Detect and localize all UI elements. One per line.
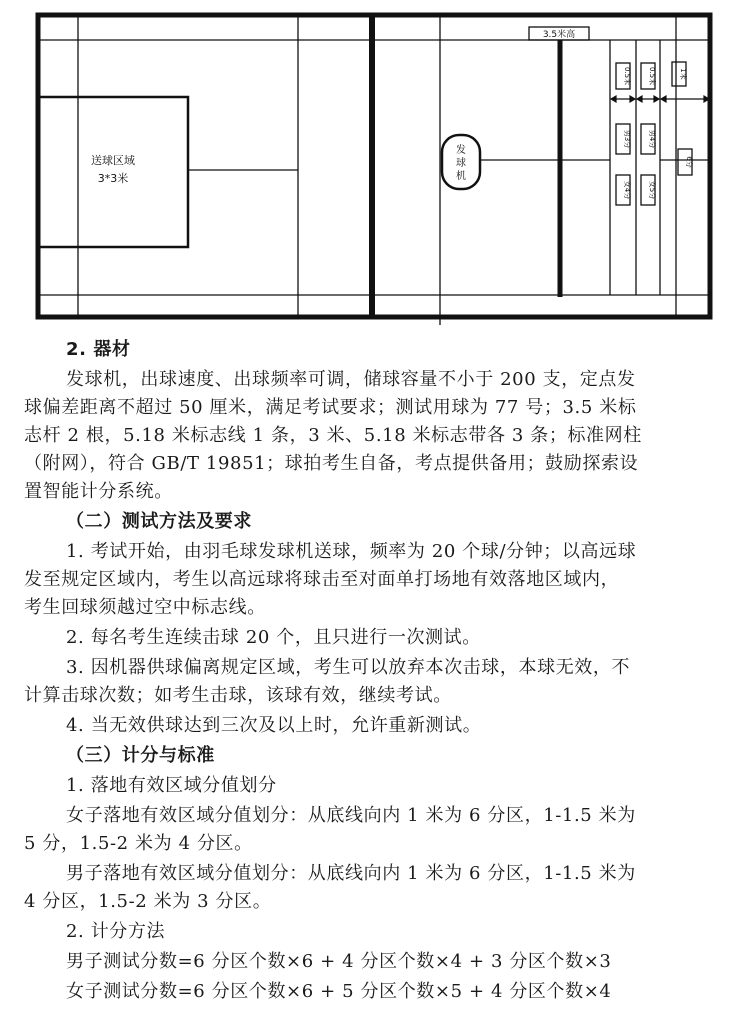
scoring-line-6: 2. 计分方法 — [66, 921, 166, 942]
pole-height-label: 3.5米高 — [542, 30, 576, 40]
equipment-line-4: （附网），符合 GB/T 19851；球拍考生自备，考点提供备用；鼓励探索设 — [24, 453, 639, 474]
equipment-line-3: 志杆 2 根，5.18 米标志线 1 条，3 米、5.18 米标志带各 3 条；标准网柱 — [24, 425, 642, 446]
svg-text:女5分: 女5分 — [648, 180, 656, 200]
method-line-2: 发至规定区域内，考生以高远球将球击至对面单打场地有效落地区域内， — [24, 569, 620, 590]
machine-label-3: 机 — [456, 171, 466, 182]
method-line-7: 4. 当无效供球达到三次及以上时，允许重新测试。 — [66, 715, 482, 736]
score-label-female-4 — [616, 175, 632, 205]
svg-text:1米: 1米 — [679, 68, 687, 80]
method-line-5: 3. 因机器供球偏离规定区域，考生可以放弃本次击球，本球无效，不 — [66, 657, 631, 678]
service-zone-size: 3*3米 — [97, 172, 129, 185]
method-line-6: 计算击球次数；如考生击球，该球有效，继续考试。 — [24, 685, 452, 706]
badminton-court-diagram — [0, 0, 750, 330]
distance-label-05-b — [641, 63, 657, 89]
svg-text:6分: 6分 — [685, 156, 693, 168]
machine-label-1: 发 — [456, 145, 466, 156]
svg-text:0.5米: 0.5米 — [623, 66, 631, 86]
section-equipment-title: 2. 器材 — [66, 339, 131, 360]
score-label-6 — [678, 149, 694, 175]
svg-text:女4分: 女4分 — [623, 180, 631, 200]
scoring-line-3: 5 分，1.5-2 米为 4 分区。 — [24, 833, 253, 854]
distance-label-1m — [672, 62, 688, 86]
score-label-male-4 — [641, 124, 657, 154]
svg-text:男3分: 男3分 — [623, 129, 631, 149]
scoring-line-5: 4 分区，1.5-2 米为 3 分区。 — [24, 891, 272, 912]
equipment-line-1: 发球机，出球速度、出球频率可调，储球容量不小于 200 支，定点发 — [66, 369, 636, 390]
scoring-line-8: 女子测试分数=6 分区个数×6 + 5 分区个数×5 + 4 分区个数×4 — [66, 981, 612, 1002]
service-zone-title: 送球区域 — [91, 154, 135, 167]
score-label-male-3 — [616, 124, 632, 154]
method-line-4: 2. 每名考生连续击球 20 个，且只进行一次测试。 — [66, 627, 481, 648]
section-method-title: （二）测试方法及要求 — [66, 511, 252, 532]
machine-label-2: 球 — [456, 158, 466, 169]
svg-text:0.5米: 0.5米 — [648, 66, 656, 86]
score-label-female-5 — [641, 175, 657, 205]
scoring-line-4: 男子落地有效区域分值划分：从底线向内 1 米为 6 分区，1-1.5 米为 — [66, 863, 636, 884]
method-line-1: 1. 考试开始，由羽毛球发球机送球，频率为 20 个球/分钟；以高远球 — [66, 541, 637, 562]
section-scoring-title: （三）计分与标准 — [66, 745, 215, 766]
equipment-line-2: 球偏差距离不超过 50 厘米，满足考试要求；测试用球为 77 号；3.5 米标 — [24, 397, 637, 418]
scoring-line-2: 女子落地有效区域分值划分：从底线向内 1 米为 6 分区，1-1.5 米为 — [66, 805, 636, 826]
equipment-line-5: 置智能计分系统。 — [24, 481, 173, 502]
scoring-line-7: 男子测试分数=6 分区个数×6 + 4 分区个数×4 + 3 分区个数×3 — [66, 951, 612, 972]
svg-text:男4分: 男4分 — [648, 129, 656, 149]
distance-label-05-a — [616, 63, 632, 89]
method-line-3: 考生回球须越过空中标志线。 — [24, 597, 266, 618]
scoring-line-1: 1. 落地有效区域分值划分 — [66, 775, 277, 796]
